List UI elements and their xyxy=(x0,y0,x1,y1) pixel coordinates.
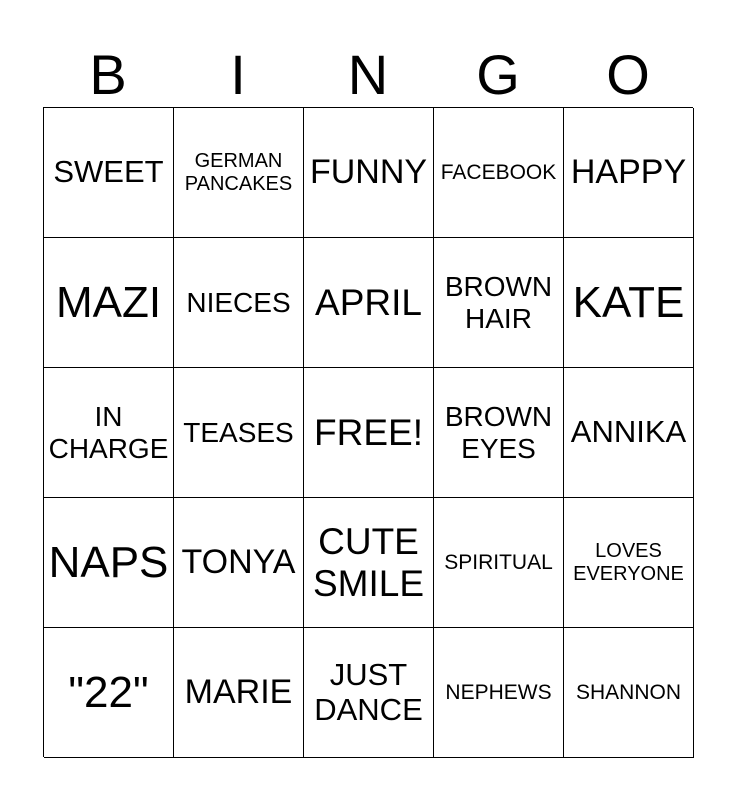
cell-text: LOVES EVERYONE xyxy=(573,540,684,585)
header-letter-g: G xyxy=(476,43,520,106)
cell-text: GERMAN PANCAKES xyxy=(184,150,293,195)
bingo-cell xyxy=(44,498,174,628)
bingo-cell xyxy=(434,108,564,238)
bingo-cell xyxy=(564,628,694,758)
cell-text: APRIL xyxy=(315,281,422,323)
header-letter-o: O xyxy=(606,43,650,106)
bingo-cell xyxy=(174,628,304,758)
bingo-cell xyxy=(174,498,304,628)
cell-text: NEPHEWS xyxy=(445,680,552,704)
bingo-cell xyxy=(434,238,564,368)
cell-text: MAZI xyxy=(55,277,162,327)
header-letter-n: N xyxy=(347,43,389,106)
header-letter-b: B xyxy=(89,43,127,106)
bingo-cell xyxy=(44,108,174,238)
bingo-cell xyxy=(304,108,434,238)
bingo-cell xyxy=(564,108,694,238)
free-space-cell xyxy=(304,368,434,498)
bingo-cell xyxy=(434,628,564,758)
cell-text: KATE xyxy=(572,277,685,327)
cell-text: FUNNY xyxy=(309,153,428,192)
cell-text: NIECES xyxy=(186,286,291,318)
cell-text: ANNIKA xyxy=(570,414,687,450)
bingo-cell xyxy=(564,238,694,368)
bingo-cell xyxy=(434,498,564,628)
cell-text: JUST DANCE xyxy=(314,656,423,727)
bingo-cell xyxy=(304,498,434,628)
bingo-cell xyxy=(434,368,564,498)
cell-text: SPIRITUAL xyxy=(444,550,553,574)
cell-text: TEASES xyxy=(183,416,294,448)
bingo-cell xyxy=(174,238,304,368)
bingo-cell xyxy=(44,628,174,758)
cell-text: BROWN HAIR xyxy=(444,271,553,334)
cell-text: SHANNON xyxy=(575,680,681,704)
bingo-cell xyxy=(304,238,434,368)
bingo-cell xyxy=(44,238,174,368)
cell-text: HAPPY xyxy=(570,153,687,192)
bingo-cell xyxy=(174,108,304,238)
bingo-board xyxy=(43,107,693,757)
cell-text: NAPS xyxy=(48,537,169,587)
bingo-cell xyxy=(564,498,694,628)
cell-text: "22" xyxy=(68,667,149,717)
bingo-cell xyxy=(304,628,434,758)
cell-text: FACEBOOK xyxy=(440,160,557,184)
cell-text: SWEET xyxy=(53,154,164,190)
bingo-header xyxy=(43,42,693,108)
cell-text: IN CHARGE xyxy=(48,401,169,464)
bingo-cell xyxy=(174,368,304,498)
cell-text: FREE! xyxy=(314,411,423,453)
cell-text: CUTE SMILE xyxy=(312,521,425,604)
header-letter-i: I xyxy=(230,43,246,106)
cell-text: TONYA xyxy=(181,543,296,582)
cell-text: BROWN EYES xyxy=(444,401,553,464)
bingo-cell xyxy=(564,368,694,498)
cell-text: MARIE xyxy=(184,673,293,712)
bingo-cell xyxy=(44,368,174,498)
